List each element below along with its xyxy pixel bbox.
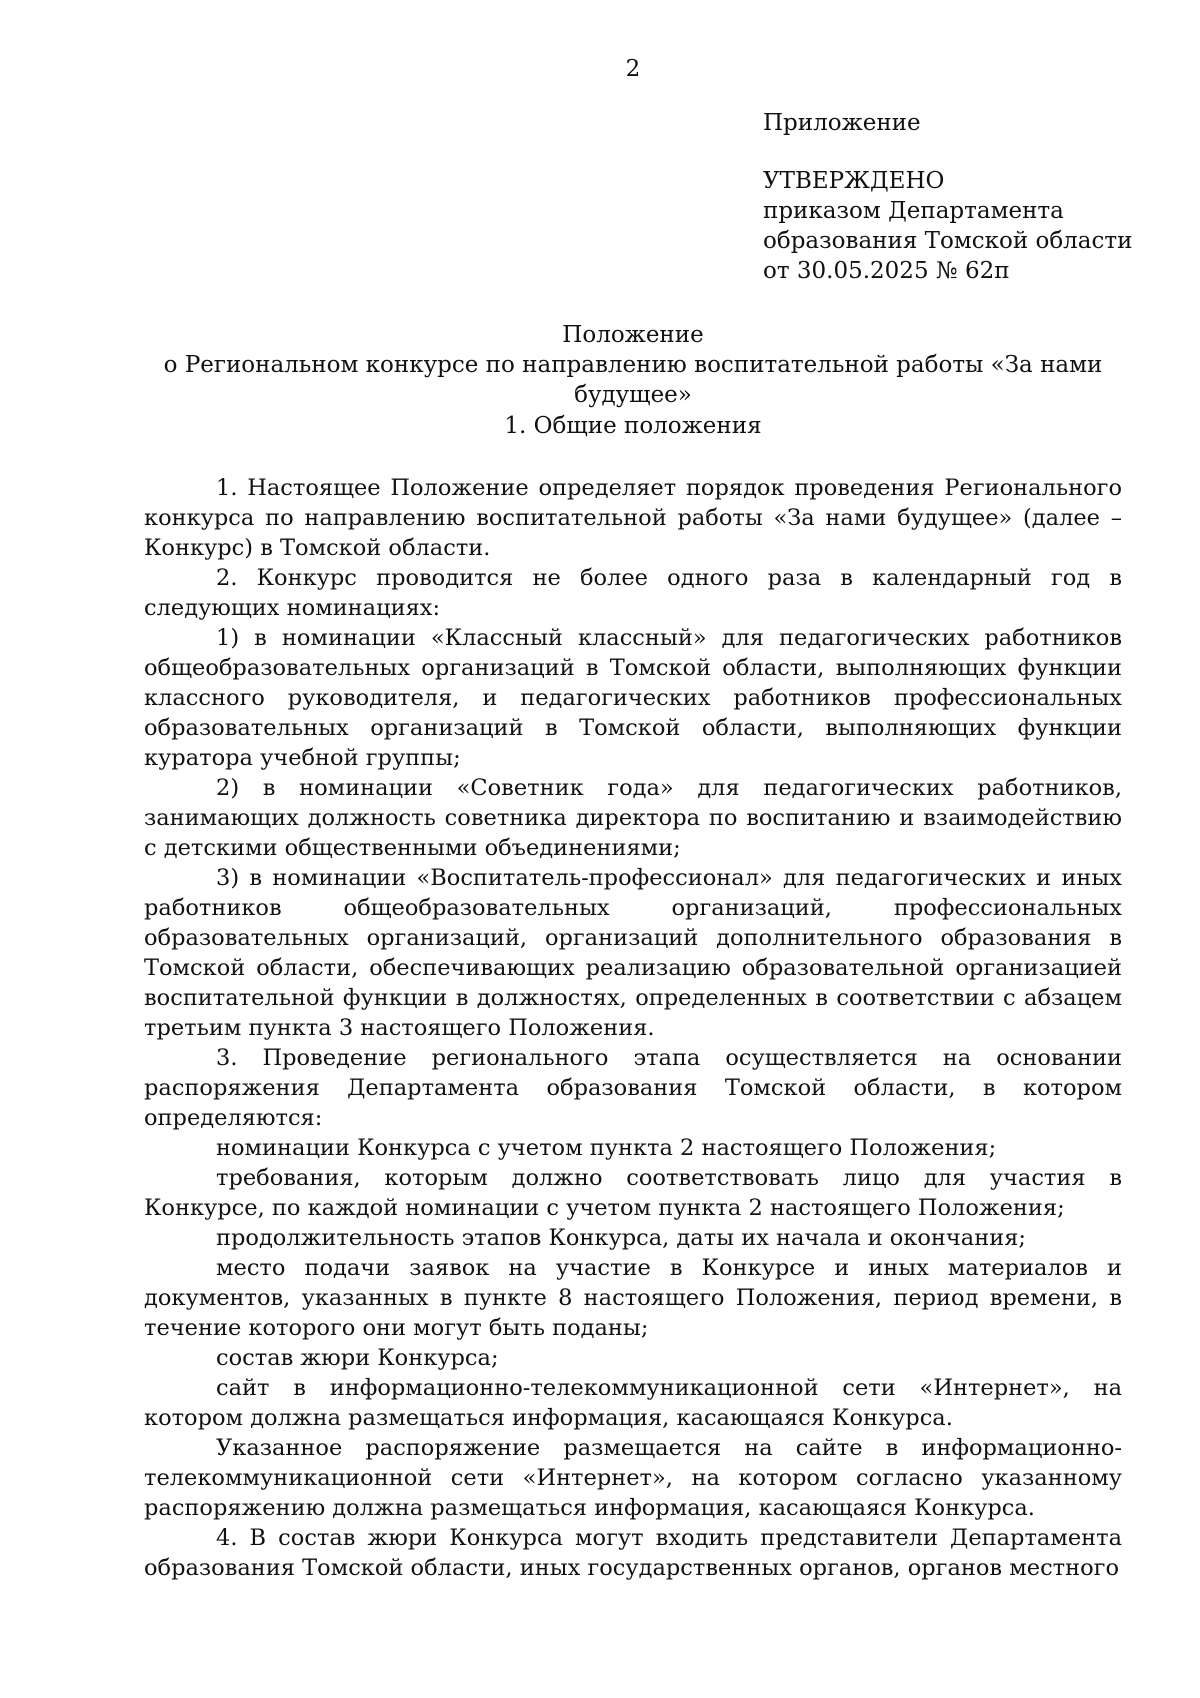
paragraph-publication: Указанное распоряжение размещается на сайте в информационно-телекоммуникационной сети «Интернет», на котором согласно указанному распоряжению должна размещаться информация, касающаяся Конкурса. [144, 1435, 1122, 1521]
title-line-2: о Региональном конкурсе по направлению воспитательной работы «За нами будущее» [163, 352, 1103, 408]
list-item: место подачи заявок на участие в Конкурсе и иных материалов и документов, указанных в пункте 8 настоящего Положения, период времени, в течение которого они могут быть поданы; [144, 1255, 1122, 1341]
nomination-2: 2) в номинации «Советник года» для педагогических работников, занимающих должность советника директора по воспитанию и взаимодействию с детскими общественными объединениями; [144, 775, 1122, 861]
paragraph-3: 3. Проведение регионального этапа осуществляется на основании распоряжения Департамента образования Томской области, в котором определяются: [144, 1045, 1122, 1131]
paragraph-2: 2. Конкурс проводится не более одного раза в календарный год в следующих номинациях: [144, 565, 1122, 621]
nomination-3: 3) в номинации «Воспитатель-профессионал» для педагогических и иных работников общеобразовательных организаций, профессиональных образовательных организаций, организаций дополнительного образования в Томской области, обеспечивающих реализацию образовательной организацией воспитательной функции в должностях, определенных в соответствии с абзацем третьим пункта 3 настоящего Положения. [144, 865, 1122, 1041]
paragraph-1: 1. Настоящее Положение определяет порядок проведения Регионального конкурса по направлению воспитательной работы «За нами будущее» (далее – Конкурс) в Томской области. [144, 475, 1122, 561]
list-item: номинации Конкурса с учетом пункта 2 настоящего Положения; [216, 1135, 997, 1161]
page-number: 2 [625, 56, 641, 82]
approved-stamp-text: УТВЕРЖДЕНО [763, 168, 945, 194]
list-item: состав жюри Конкурса; [216, 1345, 499, 1371]
nomination-1: 1) в номинации «Классный классный» для педагогических работников общеобразовательных организаций в Томской области, выполняющих функции классного руководителя, и педагогических работников профессиональных образовательных организаций в Томской области, выполняющих функции куратора учебной группы; [144, 625, 1122, 771]
list-item: продолжительность этапов Конкурса, даты их начала и окончания; [216, 1225, 1026, 1251]
section-heading: 1. Общие положения [504, 413, 762, 439]
document-title [144, 320, 1122, 410]
approval-line-3: от 30.05.2025 № 62п [763, 258, 1010, 284]
approval-block [763, 108, 1132, 286]
list-item: сайт в информационно-телекоммуникационной сети «Интернет», на котором должна размещаться информация, касающаяся Конкурса. [144, 1375, 1122, 1431]
approval-line-1: приказом Департамента [763, 198, 1064, 224]
list-item: требования, которым должно соответствовать лицо для участия в Конкурсе, по каждой номинации с учетом пункта 2 настоящего Положения; [144, 1165, 1122, 1221]
document-body [144, 473, 1122, 1583]
title-line-1: Положение [562, 322, 704, 348]
paragraph-4: 4. В состав жюри Конкурса могут входить представители Департамента образования Томской области, иных государственных органов, органов местного [144, 1525, 1122, 1581]
approval-line-2: образования Томской области [763, 228, 1133, 254]
appendix-label: Приложение [763, 110, 921, 136]
